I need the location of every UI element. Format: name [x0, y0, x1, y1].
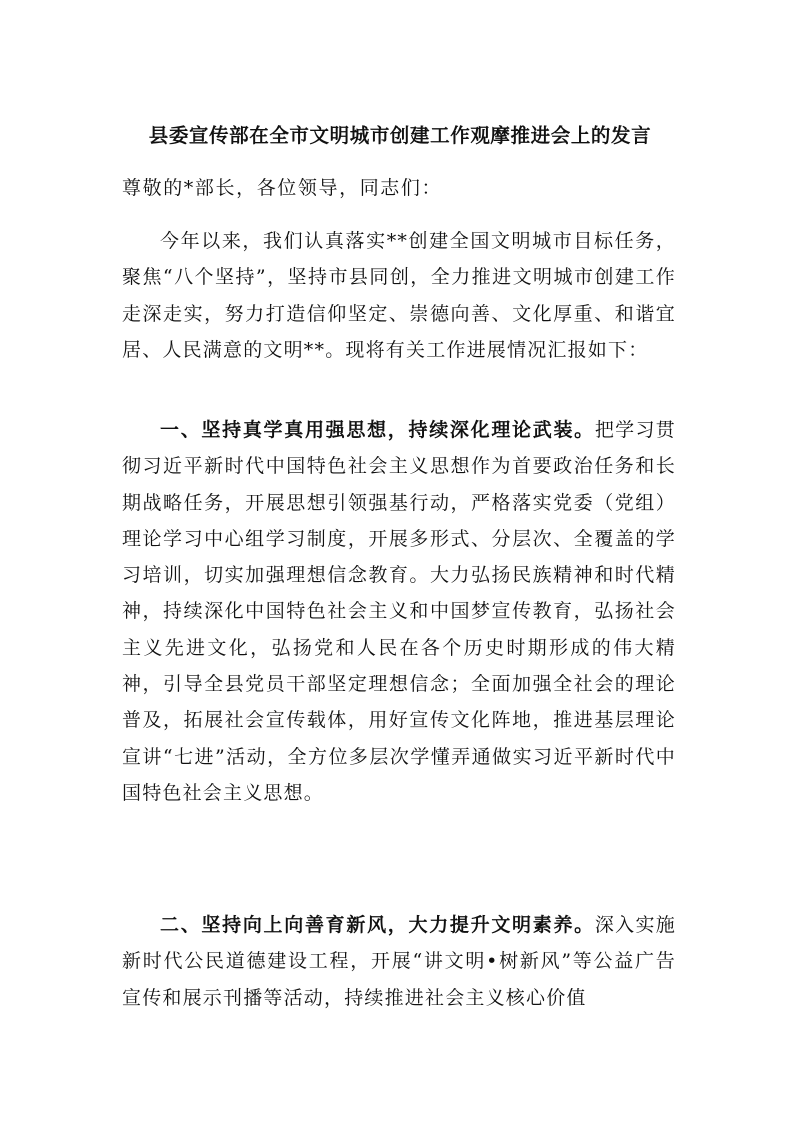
document-title: 县委宣传部在全市文明城市创建工作观摩推进会上的发言	[148, 124, 652, 147]
section-heading: 二、坚持向上向善育新风，大力提升文明素养。	[160, 914, 595, 936]
paragraph-intro	[122, 223, 676, 368]
section-heading: 一、坚持真学真用强思想，持续深化理论武装。	[160, 419, 595, 441]
paragraph-text: 今年以来，我们认真落实**创建全国文明城市目标任务，聚焦“八个坚持”，坚持市县同创，全力推进文明城市创建工作走深走实，努力打造信仰坚定、崇德向善、文化厚重、和谐宜居、人民满意的文明**。现将有关工作进展情况汇报如下：	[122, 230, 676, 361]
salutation: 尊敬的*部长，各位领导，同志们：	[122, 177, 443, 199]
paragraph-text: 把学习贯彻习近平新时代中国特色社会主义思想作为首要政治任务和长期战略任务，开展思想引领强基行动，严格落实党委（党组）理论学习中心组学习制度，开展多形式、分层次、全覆盖的学习培训，切实加强理想信念教育。大力弘扬民族精神和时代精神，持续深化中国特色社会主义和中国梦宣传教育，弘扬社会主义先进文化，弘扬党和人民在各个历史时期形成的伟大精神，引导全县党员干部坚定理想信念；全面加强全社会的理论普及，拓展社会宣传载体，用好宣传文化阵地，推进基层理论宣讲“七进”活动，全方位多层次学懂弄通做实习近平新时代中国特色社会主义思想。	[122, 419, 676, 804]
paragraph-section-1	[122, 412, 676, 811]
paragraph-text: 深入实施新时代公民道德建设工程，开展“讲文明•树新风”等公益广告宣传和展示刊播等活动，持续推进社会主义核心价值	[122, 914, 676, 1009]
paragraph-section-2	[122, 907, 676, 1016]
